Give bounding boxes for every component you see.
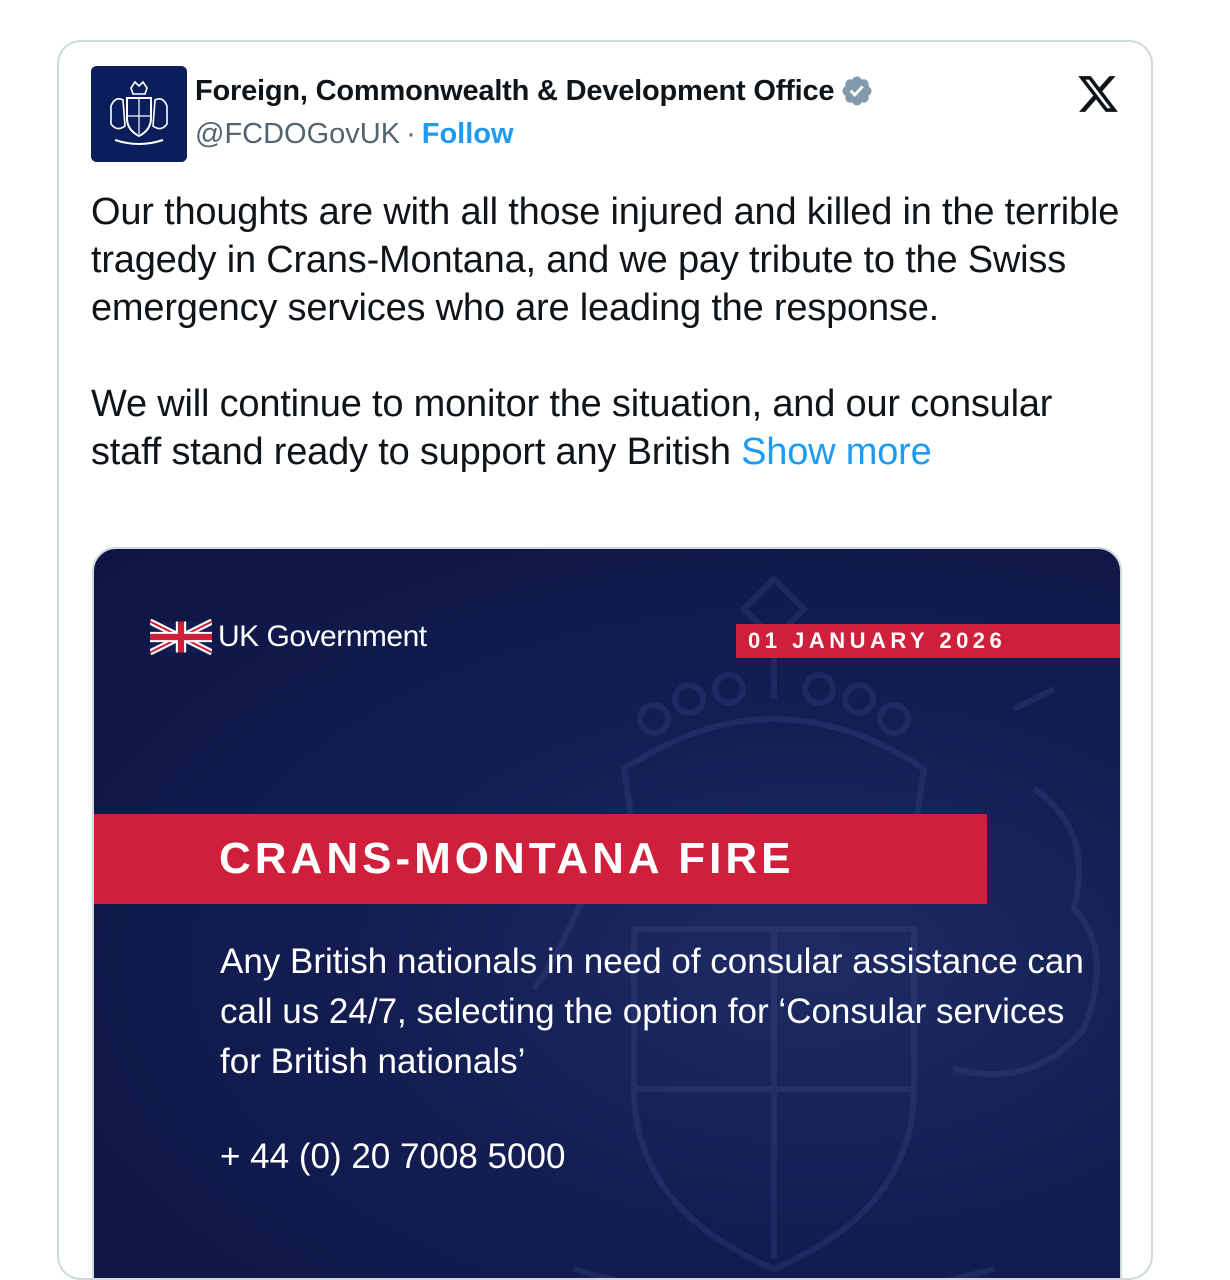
author-handle[interactable]: @FCDOGovUK (195, 118, 401, 150)
follow-button[interactable]: Follow (421, 118, 514, 150)
uk-government-label: UK Government (218, 620, 427, 653)
headline-banner: CRANS-MONTANA FIRE (94, 814, 987, 904)
author-avatar[interactable] (91, 66, 187, 162)
author-name[interactable]: Foreign, Commonwealth & Development Office (195, 74, 835, 107)
royal-coat-of-arms-icon (91, 66, 187, 162)
consular-assistance-text: Any British nationals in need of consular assistance can call us 24/7, selecting the option for ‘Consular services for British nationals’ (220, 942, 1084, 1081)
tweet-text (91, 188, 1131, 476)
verified-badge-icon (840, 74, 874, 108)
uk-government-brand (150, 619, 427, 655)
author-handle-row (195, 118, 514, 151)
author-name-row (195, 74, 874, 108)
union-jack-icon (150, 619, 212, 655)
date-banner: 01 JANUARY 2026 (736, 624, 1122, 658)
tweet-paragraph-2 (91, 380, 1131, 476)
tweet-paragraph-2-text: We will continue to monitor the situation, and our consular staff stand ready to support any British (91, 383, 1053, 473)
separator-dot: · (406, 118, 416, 150)
show-more-link[interactable]: Show more (741, 431, 932, 473)
tweet-card[interactable] (57, 40, 1153, 1280)
phone-number: + 44 (0) 20 7008 5000 (220, 1137, 566, 1176)
tweet-media-image[interactable] (92, 547, 1122, 1280)
crest-watermark-icon (474, 569, 1122, 1280)
x-logo-icon[interactable] (1075, 72, 1121, 116)
tweet-paragraph-1: Our thoughts are with all those injured and killed in the terrible tragedy in Crans-Montana, and we pay tribute to the Swiss emergency services who are leading the response. (91, 191, 1120, 329)
